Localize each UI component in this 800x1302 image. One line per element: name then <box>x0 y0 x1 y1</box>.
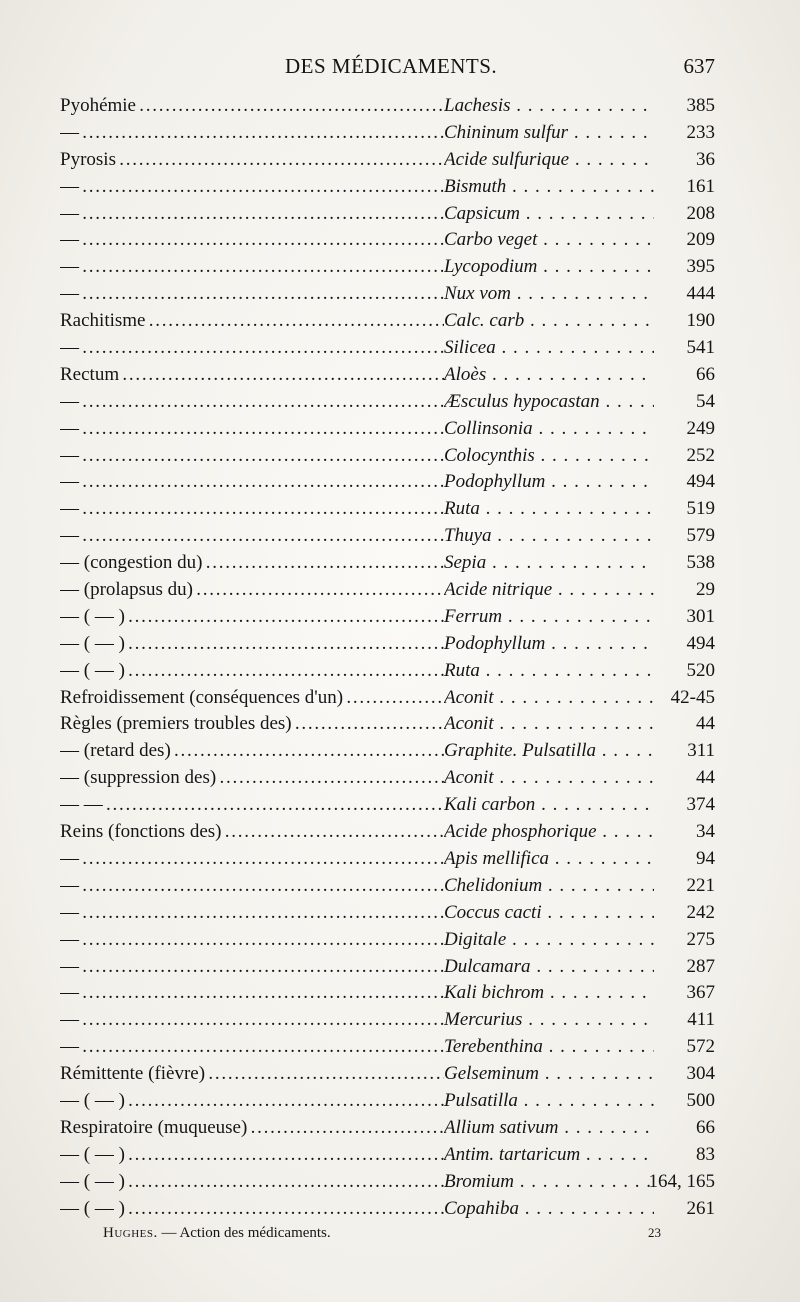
entry-topic: — ( — ) <box>60 605 125 627</box>
entry-topic: — <box>60 256 79 278</box>
entry-remedy: Bismuth . . . <box>444 174 654 201</box>
entry-page-ref: 275 <box>686 928 715 950</box>
entry-topic-cell <box>60 1169 444 1196</box>
index-entry <box>60 174 715 201</box>
entry-remedy: Apis mellifica . . . <box>444 846 654 873</box>
index-entry <box>60 93 715 120</box>
entry-remedy: Ferrum . . . <box>444 604 654 631</box>
entry-topic-cell <box>60 201 444 228</box>
entry-page-ref: 161 <box>686 175 715 197</box>
entry-remedy: Bromium . . . <box>444 1169 654 1196</box>
entry-topic-cell <box>60 1007 444 1034</box>
entry-topic-cell <box>60 604 444 631</box>
index-entry <box>60 685 715 712</box>
entry-topic: — <box>60 337 79 359</box>
entry-topic: — <box>60 498 79 520</box>
index-table <box>60 93 715 1222</box>
entry-topic-cell <box>60 711 444 738</box>
entry-page-ref: 66 <box>696 1116 715 1138</box>
index-entry <box>60 1007 715 1034</box>
entry-topic: — <box>60 202 79 224</box>
entry-topic-cell <box>60 362 444 389</box>
entry-topic-cell <box>60 550 444 577</box>
entry-topic: — <box>60 955 79 977</box>
entry-topic: — <box>60 390 79 412</box>
entry-topic: Pyohémie <box>60 95 136 116</box>
index-entry <box>60 1142 715 1169</box>
entry-topic: — <box>60 847 79 869</box>
entry-remedy: Aloès . . . <box>444 362 654 389</box>
entry-topic: — <box>60 1009 79 1031</box>
index-entry <box>60 469 715 496</box>
entry-remedy: Sepia . . . <box>444 550 654 577</box>
index-entry <box>60 604 715 631</box>
entry-remedy: Gelseminum . . . <box>444 1061 654 1088</box>
entry-topic: — ( — ) <box>60 632 125 654</box>
entry-topic: — ( — ) <box>60 1197 125 1219</box>
entry-topic-cell <box>60 685 444 712</box>
entry-page-ref: 66 <box>696 363 715 385</box>
entry-topic-cell <box>60 523 444 550</box>
index-entry <box>60 954 715 981</box>
entry-page-ref: 520 <box>686 659 715 681</box>
index-entry <box>60 631 715 658</box>
entry-topic-cell <box>60 765 444 792</box>
entry-page-ref: 304 <box>686 1063 715 1085</box>
entry-topic-cell <box>60 416 444 443</box>
entry-page-ref: 83 <box>696 1143 715 1165</box>
entry-topic: Règles (premiers troubles des) <box>60 713 292 735</box>
entry-page-ref: 500 <box>686 1089 715 1111</box>
entry-topic-cell <box>60 147 444 174</box>
entry-page-ref: 538 <box>686 552 715 574</box>
signature-mark: 23 <box>648 1225 661 1240</box>
entry-topic: — <box>60 525 79 547</box>
entry-page-ref: 34 <box>696 821 715 843</box>
entry-remedy: Ruta . . . <box>444 658 654 685</box>
index-entry <box>60 335 715 362</box>
entry-page-ref: 519 <box>686 498 715 520</box>
index-entry <box>60 658 715 685</box>
entry-page-ref: 44 <box>696 713 715 735</box>
index-entry <box>60 254 715 281</box>
entry-topic: — <box>60 928 79 950</box>
entry-page-ref: 221 <box>686 874 715 896</box>
entry-topic-cell <box>60 900 444 927</box>
entry-page-ref: 42-45 <box>670 686 715 708</box>
index-entry <box>60 1034 715 1061</box>
entry-page-ref: 44 <box>696 767 715 789</box>
entry-page-ref: 242 <box>686 901 715 923</box>
entry-topic: — <box>60 982 79 1004</box>
entry-remedy: Aconit . . . <box>444 685 654 712</box>
entry-page-ref: 190 <box>686 310 715 332</box>
entry-remedy: Pulsatilla . . . <box>444 1088 654 1115</box>
entry-topic: — — <box>60 794 103 816</box>
entry-topic-cell <box>60 873 444 900</box>
entry-topic-cell <box>60 927 444 954</box>
entry-page-ref: 233 <box>686 121 715 143</box>
index-entry <box>60 927 715 954</box>
entry-remedy: Æsculus hypocastan . . . <box>444 389 654 416</box>
index-entry <box>60 227 715 254</box>
entry-topic-cell <box>60 658 444 685</box>
entry-topic: — (congestion du) <box>60 552 203 574</box>
index-entry <box>60 577 715 604</box>
index-entry <box>60 900 715 927</box>
entry-remedy: Aconit . . . <box>444 765 654 792</box>
running-title: DES MÉDICAMENTS. <box>285 54 498 78</box>
index-entry <box>60 1115 715 1142</box>
entry-topic: Rectum <box>60 363 120 385</box>
entry-topic-cell <box>60 93 444 120</box>
entry-topic-cell <box>60 254 444 281</box>
page-footer <box>103 1225 673 1249</box>
entry-topic-cell <box>60 577 444 604</box>
entry-page-ref: 36 <box>696 148 715 170</box>
index-entry <box>60 362 715 389</box>
entry-remedy: Copahiba . . . <box>444 1196 654 1223</box>
entry-topic: Respiratoire (muqueuse) <box>60 1116 248 1138</box>
index-entry <box>60 1169 715 1196</box>
entry-topic: Refroidissement (conséquences d'un) <box>60 686 344 708</box>
entry-remedy: Calc. carb . . . <box>444 308 654 335</box>
index-entry <box>60 201 715 228</box>
entry-remedy: Allium sativum . . . <box>444 1115 654 1142</box>
entry-remedy: Capsicum . . . <box>444 201 654 228</box>
entry-page-ref: 29 <box>696 579 715 601</box>
index-entry <box>60 792 715 819</box>
entry-remedy: Podophyllum . . . <box>444 631 654 658</box>
entry-topic-cell <box>60 792 444 819</box>
index-entry <box>60 765 715 792</box>
footer-author: Hughes. <box>103 1225 158 1241</box>
index-entry <box>60 980 715 1007</box>
index-entry <box>60 846 715 873</box>
entry-topic: — <box>60 283 79 305</box>
footer-text: — Action des médicaments. <box>161 1225 331 1241</box>
entry-topic: — <box>60 874 79 896</box>
entry-page-ref: 164, 165 <box>648 1170 715 1192</box>
entry-topic-cell <box>60 738 444 765</box>
entry-topic-cell <box>60 1142 444 1169</box>
entry-remedy: Kali bichrom . . . <box>444 980 654 1007</box>
entry-remedy: Coccus cacti . . . <box>444 900 654 927</box>
entry-remedy: Acide phosphorique . . . <box>444 819 654 846</box>
entry-remedy: Collinsonia . . . <box>444 416 654 443</box>
entry-topic-cell <box>60 1115 444 1142</box>
index-entry <box>60 523 715 550</box>
entry-page-ref: 311 <box>687 740 715 762</box>
entry-page-ref: 367 <box>686 982 715 1004</box>
entry-page-ref: 252 <box>686 444 715 466</box>
entry-remedy: Silicea . . . <box>444 335 654 362</box>
entry-topic-cell <box>60 1088 444 1115</box>
entry-page-ref: 572 <box>686 1036 715 1058</box>
entry-remedy: Antim. tartaricum . . . <box>444 1142 654 1169</box>
entry-page-ref: 494 <box>686 632 715 654</box>
index-entry <box>60 281 715 308</box>
entry-topic-cell <box>60 980 444 1007</box>
index-entry <box>60 147 715 174</box>
entry-remedy: Nux vom . . . <box>444 281 654 308</box>
entry-topic: — <box>60 471 79 493</box>
entry-remedy: Terebenthina . . . <box>444 1034 654 1061</box>
entry-page-ref: 444 <box>686 283 715 305</box>
entry-remedy: Dulcamara . . . <box>444 954 654 981</box>
index-entry <box>60 819 715 846</box>
entry-remedy: Graphite. Pulsatilla . . . <box>444 738 654 765</box>
entry-remedy: Lachesis . . . <box>444 93 654 120</box>
entry-remedy: Thuya . . . <box>444 523 654 550</box>
entry-topic-cell <box>60 308 444 335</box>
index-entry <box>60 496 715 523</box>
index-entry <box>60 1061 715 1088</box>
entry-topic: — ( — ) <box>60 1170 125 1192</box>
index-entry <box>60 711 715 738</box>
index-entry <box>60 738 715 765</box>
entry-topic: Rachitisme <box>60 310 146 332</box>
entry-page-ref: 287 <box>686 955 715 977</box>
entry-topic-cell <box>60 335 444 362</box>
entry-topic: — (suppression des) <box>60 767 217 789</box>
entry-topic-cell <box>60 469 444 496</box>
entry-topic: — (retard des) <box>60 740 171 762</box>
entry-remedy: Colocynthis . . . <box>444 443 654 470</box>
entry-page-ref: 261 <box>686 1197 715 1219</box>
index-entry <box>60 120 715 147</box>
entry-page-ref: 301 <box>686 605 715 627</box>
entry-topic-cell <box>60 1034 444 1061</box>
entry-topic-cell <box>60 954 444 981</box>
entry-topic: — <box>60 417 79 439</box>
entry-topic-cell <box>60 1196 444 1223</box>
entry-page-ref: 395 <box>686 256 715 278</box>
entry-remedy: Kali carbon . . . <box>444 792 654 819</box>
entry-topic-cell <box>60 120 444 147</box>
entry-page-ref: 374 <box>686 794 715 816</box>
entry-topic-cell <box>60 389 444 416</box>
entry-topic-cell <box>60 631 444 658</box>
entry-topic: Reins (fonctions des) <box>60 821 222 843</box>
entry-topic-cell <box>60 227 444 254</box>
entry-topic-cell <box>60 443 444 470</box>
entry-topic-cell <box>60 281 444 308</box>
index-entry <box>60 550 715 577</box>
entry-remedy: Carbo veget . . . <box>444 227 654 254</box>
entry-remedy: Aconit . . . <box>444 711 654 738</box>
entry-topic: — <box>60 175 79 197</box>
entry-page-ref: 54 <box>696 390 715 412</box>
page-number: 637 <box>683 54 715 78</box>
index-entry <box>60 308 715 335</box>
index-entry <box>60 389 715 416</box>
entry-page-ref: 579 <box>686 525 715 547</box>
entry-page-ref: 541 <box>686 337 715 359</box>
entry-remedy: Chininum sulfur . . . <box>444 120 654 147</box>
entry-remedy: Chelidonium . . . <box>444 873 654 900</box>
entry-topic: — ( — ) <box>60 1089 125 1111</box>
entry-topic: — <box>60 901 79 923</box>
entry-topic: Rémittente (fièvre) <box>60 1063 206 1085</box>
entry-page-ref: 411 <box>687 1009 715 1031</box>
index-entry <box>60 1196 715 1223</box>
entry-topic: — ( — ) <box>60 1143 125 1165</box>
entry-topic: — ( — ) <box>60 659 125 681</box>
entry-topic: Pyrosis <box>60 148 116 170</box>
index-entry <box>60 416 715 443</box>
entry-page-ref: 385 <box>686 95 715 116</box>
entry-topic-cell <box>60 496 444 523</box>
entry-remedy: Digitale . . . <box>444 927 654 954</box>
entry-topic: — <box>60 229 79 251</box>
page-header <box>60 54 715 88</box>
entry-remedy: Mercurius . . . <box>444 1007 654 1034</box>
entry-topic-cell <box>60 819 444 846</box>
entry-topic-cell <box>60 174 444 201</box>
entry-page-ref: 249 <box>686 417 715 439</box>
index-entry <box>60 1088 715 1115</box>
entry-remedy: Lycopodium . . . <box>444 254 654 281</box>
entry-topic-cell <box>60 1061 444 1088</box>
entry-topic: — (prolapsus du) <box>60 579 193 601</box>
entry-page-ref: 208 <box>686 202 715 224</box>
entry-topic: — <box>60 444 79 466</box>
entry-remedy: Acide nitrique . . . <box>444 577 654 604</box>
index-entry <box>60 873 715 900</box>
index-entry <box>60 443 715 470</box>
entry-topic: — <box>60 121 79 143</box>
entry-topic: — <box>60 1036 79 1058</box>
entry-remedy: Acide sulfurique . . . <box>444 147 654 174</box>
entry-remedy: Podophyllum . . . <box>444 469 654 496</box>
entry-page-ref: 94 <box>696 847 715 869</box>
entry-topic-cell <box>60 846 444 873</box>
entry-page-ref: 209 <box>686 229 715 251</box>
entry-page-ref: 494 <box>686 471 715 493</box>
entry-remedy: Ruta . . . <box>444 496 654 523</box>
